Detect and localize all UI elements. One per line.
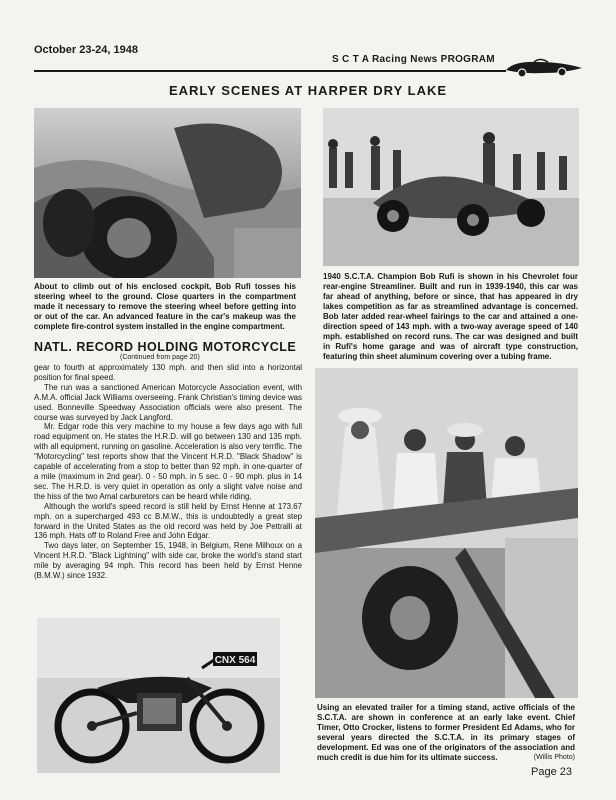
header-rule xyxy=(34,70,506,72)
photo-rufi-streamliner xyxy=(323,108,579,266)
photo-rufi-cockpit xyxy=(34,108,301,278)
caption-photo-3-text: Using an elevated trailer for a timing stand, active officials of the S.C.T.A. are shown in conference at an early lake event. Chief Timer, Otto Crocker, listens to former President Ed Adams, who for several years directed the S.C.T.A. in its primary stages of development. Ed was one of the originators of the association and much credit is due him for its ultimate success. xyxy=(317,703,575,762)
photo-vincent-motorcycle xyxy=(37,618,280,773)
publication-name: S C T A Racing News PROGRAM xyxy=(332,54,495,65)
article-headline: NATL. RECORD HOLDING MOTORCYCLE xyxy=(34,340,297,354)
photo-credit: (Willis Photo) xyxy=(533,754,575,761)
page-title: EARLY SCENES AT HARPER DRY LAKE xyxy=(168,83,448,98)
caption-photo-1: About to climb out of his enclosed cockpit, Bob Rufi tosses his steering wheel to the ground. Close quarters in the compartment made it necessary to remove the steering wheel before getting into or out of the car. An advanced feature in the car's makeup was the complete fire-control system installed in the engine compartment. xyxy=(34,282,296,331)
streamliner-logo-icon xyxy=(504,56,584,78)
issue-date: October 23-24, 1948 xyxy=(34,44,138,56)
caption-photo-3 xyxy=(317,703,575,763)
continued-note: (Continued from page 20) xyxy=(120,354,200,361)
article-paragraph: Mr. Edgar rode this very machine to my house a few days ago with full road equipment on. He states the H.R.D. will go between 130 and 135 mph. with all equipment, running on gasoline. Acceleration is also very terrific. The "Motorcycling" test reports show that the Vincent H.R.D. "Black Shadow" is capable of accelerating from a stop to better than 92 mph. in one-quarter of a mile (maximum in 2nd gear). 0 - 50 mph. in 5 sec. 0 - 90 mph. plus in 14 sec. The H.R.D. is very quiet in operation as only a slight valve noise and the hiss of the two Amal carburetors can be heard while riding. xyxy=(34,422,302,501)
license-plate: CNX 564 xyxy=(214,655,256,666)
caption-photo-2: 1940 S.C.T.A. Champion Bob Rufi is shown in his Chevrolet four rear-engine Streamliner. Built and run in 1939-1940, this car was far ahead of anything, before or since, that has appeared in dry lakes competition as far as streamlined advantage is concerned. Bob later added rear-wheel fairings to the car and attained a one-direction speed of 143 mph. with a two-way average speed of 140 mph. established on record runs. The car was designed and built in Rufi's home garage and was of aircraft type construction, featuring thin sheet aluminum covering over a tubing frame. xyxy=(323,272,578,361)
article-paragraph: The run was a sanctioned American Motorcycle Association event, with A.M.A. official Jack Williams overseeing. Frank Christian's timing device was used. Bonneville Speedway Association officials were also present. The course was surveyed by Jack Langford. xyxy=(34,382,302,422)
article-body xyxy=(34,363,302,581)
article-paragraph: Although the world's speed record is still held by Ernst Henne at 173.67 mph. on a supercharged 493 cc B.M.W., this is undoubtedly a great step forward in the United States as the old record was held by Joe Pettralli at 136 mph. Hats off to Roland Free and John Edgar. xyxy=(34,501,302,541)
photo-timing-stand xyxy=(315,368,578,698)
page-number: Page 23 xyxy=(531,766,572,778)
article-paragraph: Two days later, on September 15, 1948, in Belgium, Rene Milhoux on a Vincent H.R.D. "Black Lightning" with side car, broke the world's stand start mile by averaging 94 mph. This record has been held by Ernst Henne (B.M.W.) since 1932. xyxy=(34,541,302,581)
article-paragraph: gear to fourth at approximately 130 mph. and then slid into a horizontal position for final speed. xyxy=(34,363,302,382)
